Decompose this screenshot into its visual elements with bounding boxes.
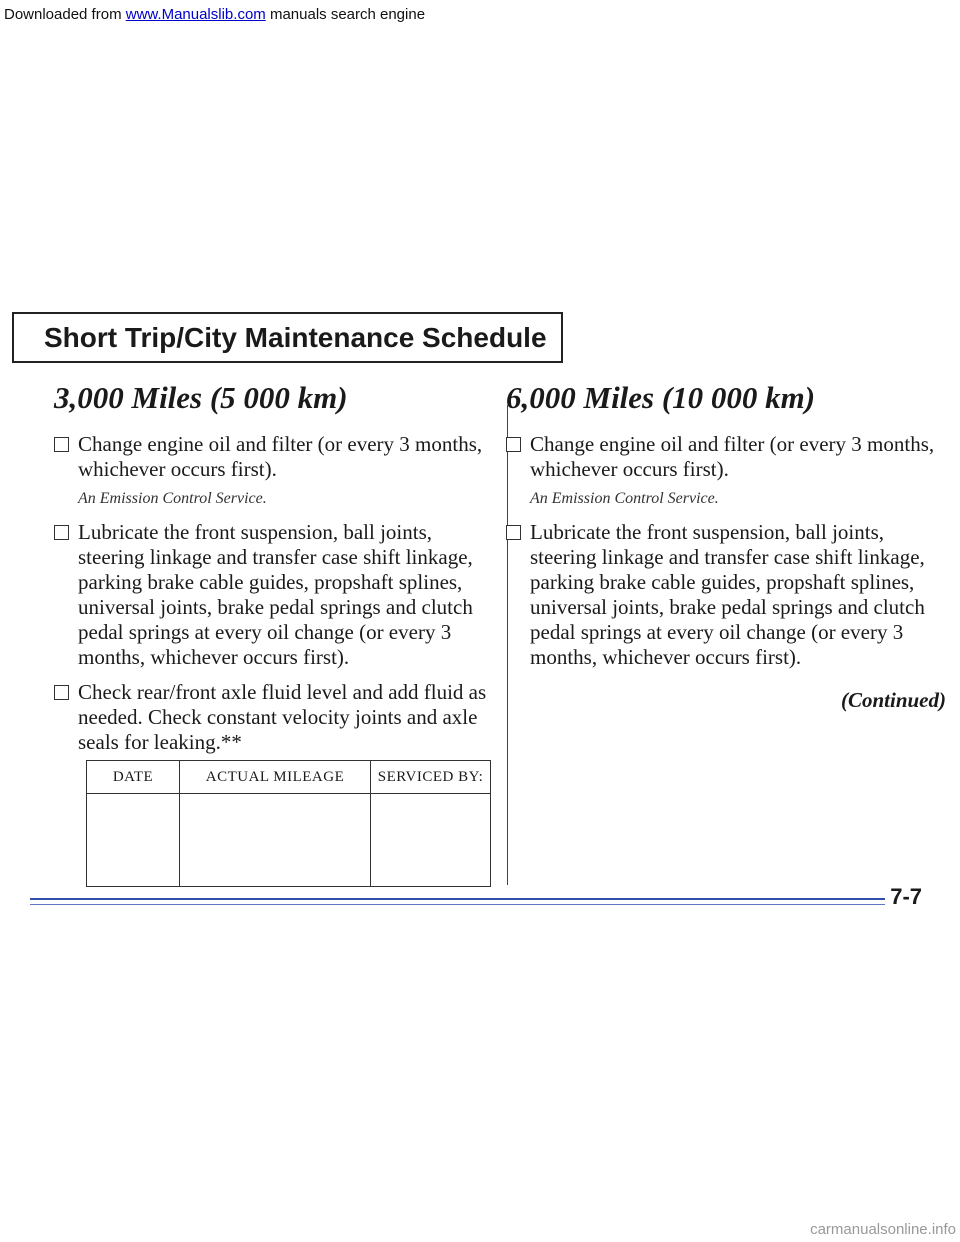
right-heading: 6,000 Miles (10 000 km): [506, 380, 816, 415]
date-cell[interactable]: [87, 794, 180, 887]
banner-prefix: Downloaded from: [4, 6, 126, 23]
left-heading: 3,000 Miles (5 000 km): [54, 380, 348, 415]
footer-rule-thin: [30, 904, 885, 905]
checkbox-icon[interactable]: [506, 525, 521, 540]
checklist-item: Change engine oil and filter (or every 3 months, whichever occurs first).: [506, 432, 946, 482]
checkbox-icon[interactable]: [54, 685, 69, 700]
continued-label: (Continued): [840, 688, 946, 712]
serviced-by-cell[interactable]: [371, 794, 491, 887]
emission-note: An Emission Control Service.: [78, 490, 267, 507]
manual-page: [0, 290, 960, 930]
left-column: [54, 380, 494, 765]
checkbox-icon[interactable]: [506, 437, 521, 452]
checklist-item: Lubricate the front suspension, ball joints, steering linkage and transfer case shift linkage, parking brake cable guides, propshaft splines, universal joints, brake pedal springs and clutch pedal springs at every oil change (or every 3 months, whichever occurs first).: [506, 520, 946, 670]
schedule-title: Short Trip/City Maintenance Schedule: [12, 312, 563, 363]
banner-suffix: manuals search engine: [265, 6, 426, 23]
page-number: 7-7: [890, 884, 922, 909]
service-log-table: [86, 760, 491, 887]
checklist-item: Lubricate the front suspension, ball joints, steering linkage and transfer case shift linkage, parking brake cable guides, propshaft splines, universal joints, brake pedal springs and clutch pedal springs at every oil change (or every 3 months, whichever occurs first).: [54, 520, 494, 670]
checklist-item: Change engine oil and filter (or every 3 months, whichever occurs first).: [54, 432, 494, 482]
footer-rule: [30, 898, 885, 900]
date-header: DATE: [87, 761, 180, 794]
mileage-cell[interactable]: [180, 794, 371, 887]
emission-note: An Emission Control Service.: [530, 490, 719, 507]
watermark: carmanualsonline.info: [810, 1221, 956, 1238]
mileage-header: ACTUAL MILEAGE: [180, 761, 371, 794]
serviced-by-header: SERVICED BY:: [371, 761, 491, 794]
checkbox-icon[interactable]: [54, 525, 69, 540]
checkbox-icon[interactable]: [54, 437, 69, 452]
checklist-item: Check rear/front axle fluid level and add fluid as needed. Check constant velocity joints and axle seals for leaking.**: [54, 680, 494, 755]
download-banner: [0, 0, 960, 30]
manualslib-link[interactable]: www.Manualslib.com: [125, 6, 266, 23]
right-column: [506, 380, 946, 713]
